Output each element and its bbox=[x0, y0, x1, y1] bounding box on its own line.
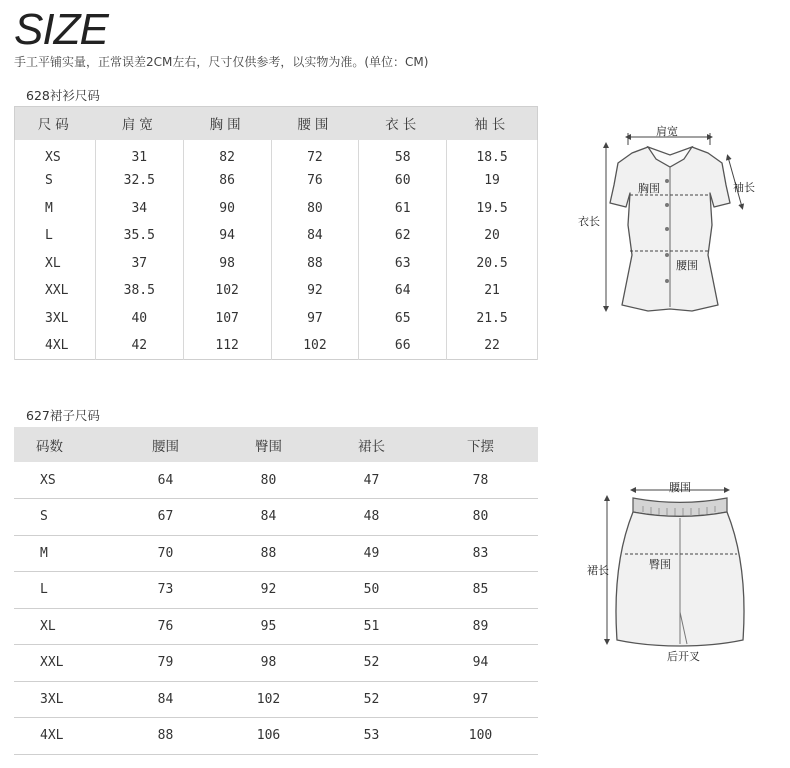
size-cell: M bbox=[14, 535, 114, 572]
measurement-cell: 95 bbox=[217, 608, 320, 645]
measurement-cell: 58 bbox=[359, 140, 447, 168]
column-header: 胸围 bbox=[183, 107, 271, 140]
size-cell: 3XL bbox=[15, 305, 96, 333]
measurement-cell: 80 bbox=[271, 195, 359, 223]
measurement-cell: 20 bbox=[447, 222, 538, 250]
size-cell: L bbox=[14, 572, 114, 609]
measurement-cell: 94 bbox=[423, 645, 538, 682]
measurement-cell: 78 bbox=[423, 462, 538, 499]
measurement-cell: 62 bbox=[359, 222, 447, 250]
size-cell: S bbox=[14, 499, 114, 536]
table-row bbox=[15, 277, 538, 305]
hip-label: 臀围 bbox=[649, 558, 671, 571]
table-row bbox=[14, 718, 538, 755]
column-header: 裙长 bbox=[320, 427, 423, 462]
table-row bbox=[15, 305, 538, 333]
table-row bbox=[15, 140, 538, 168]
skirt-illustration bbox=[585, 472, 765, 664]
measurement-cell: 76 bbox=[271, 167, 359, 195]
back-slit-label: 后开叉 bbox=[667, 650, 700, 663]
measurement-cell: 112 bbox=[183, 332, 271, 360]
size-cell: M bbox=[15, 195, 96, 223]
table-row bbox=[15, 222, 538, 250]
measurement-cell: 97 bbox=[271, 305, 359, 333]
measurement-cell: 76 bbox=[114, 608, 217, 645]
column-header: 衣长 bbox=[359, 107, 447, 140]
size-cell: L bbox=[15, 222, 96, 250]
table-row bbox=[14, 499, 538, 536]
size-cell: XL bbox=[15, 250, 96, 278]
measurement-cell: 92 bbox=[217, 572, 320, 609]
measurement-cell: 21.5 bbox=[447, 305, 538, 333]
measurement-cell: 73 bbox=[114, 572, 217, 609]
shirt-section-label: 628衬衫尺码 bbox=[26, 88, 100, 103]
table-row bbox=[14, 462, 538, 499]
table-row bbox=[14, 681, 538, 718]
skirt-waist-label: 腰围 bbox=[669, 481, 691, 494]
measurement-cell: 60 bbox=[359, 167, 447, 195]
measurement-cell: 97 bbox=[423, 681, 538, 718]
column-header: 肩宽 bbox=[95, 107, 183, 140]
measurement-cell: 94 bbox=[183, 222, 271, 250]
measurement-cell: 52 bbox=[320, 681, 423, 718]
measurement-cell: 80 bbox=[217, 462, 320, 499]
measurement-cell: 35.5 bbox=[95, 222, 183, 250]
table-header-row bbox=[15, 107, 538, 140]
measurement-cell: 106 bbox=[217, 718, 320, 755]
table-row bbox=[14, 645, 538, 682]
size-cell: XS bbox=[15, 140, 96, 168]
measurement-cell: 92 bbox=[271, 277, 359, 305]
measurement-cell: 63 bbox=[359, 250, 447, 278]
measurement-cell: 66 bbox=[359, 332, 447, 360]
shoulder-label: 肩宽 bbox=[656, 125, 678, 138]
measurement-cell: 70 bbox=[114, 535, 217, 572]
measurement-cell: 102 bbox=[183, 277, 271, 305]
column-header: 袖长 bbox=[447, 107, 538, 140]
measurement-cell: 88 bbox=[114, 718, 217, 755]
column-header: 码数 bbox=[14, 427, 114, 462]
skirt-length-label: 裙长 bbox=[587, 564, 609, 577]
table-row bbox=[14, 572, 538, 609]
measurement-cell: 67 bbox=[114, 499, 217, 536]
measurement-cell: 83 bbox=[423, 535, 538, 572]
measurement-cell: 32.5 bbox=[95, 167, 183, 195]
measurement-cell: 98 bbox=[217, 645, 320, 682]
measurement-cell: 52 bbox=[320, 645, 423, 682]
measurement-cell: 64 bbox=[114, 462, 217, 499]
measurement-cell: 100 bbox=[423, 718, 538, 755]
skirt-section-label: 627裙子尺码 bbox=[26, 408, 100, 423]
measurement-cell: 90 bbox=[183, 195, 271, 223]
size-cell: 3XL bbox=[14, 681, 114, 718]
size-cell: XS bbox=[14, 462, 114, 499]
measurement-note: 手工平铺实量，正常误差2CM左右，尺寸仅供参考，以实物为准。(单位：CM) bbox=[14, 55, 429, 69]
measurement-cell: 22 bbox=[447, 332, 538, 360]
measurement-cell: 65 bbox=[359, 305, 447, 333]
measurement-cell: 20.5 bbox=[447, 250, 538, 278]
column-header: 下摆 bbox=[423, 427, 538, 462]
table-header-row bbox=[14, 427, 538, 462]
length-label: 衣长 bbox=[578, 215, 600, 228]
measurement-cell: 102 bbox=[271, 332, 359, 360]
column-header: 腰围 bbox=[271, 107, 359, 140]
waist-label: 腰围 bbox=[676, 259, 698, 272]
measurement-cell: 19 bbox=[447, 167, 538, 195]
measurement-cell: 48 bbox=[320, 499, 423, 536]
size-cell: 4XL bbox=[15, 332, 96, 360]
measurement-cell: 98 bbox=[183, 250, 271, 278]
measurement-cell: 88 bbox=[217, 535, 320, 572]
measurement-cell: 49 bbox=[320, 535, 423, 572]
measurement-cell: 50 bbox=[320, 572, 423, 609]
measurement-cell: 82 bbox=[183, 140, 271, 168]
table-row bbox=[15, 167, 538, 195]
chest-label: 胸围 bbox=[638, 182, 660, 195]
sleeve-label: 袖长 bbox=[733, 181, 755, 194]
measurement-cell: 61 bbox=[359, 195, 447, 223]
table-row bbox=[15, 250, 538, 278]
measurement-cell: 53 bbox=[320, 718, 423, 755]
measurement-cell: 42 bbox=[95, 332, 183, 360]
measurement-cell: 72 bbox=[271, 140, 359, 168]
measurement-cell: 88 bbox=[271, 250, 359, 278]
measurement-cell: 80 bbox=[423, 499, 538, 536]
table-row bbox=[15, 332, 538, 360]
measurement-cell: 79 bbox=[114, 645, 217, 682]
size-cell: XXL bbox=[14, 645, 114, 682]
page-title: SIZE bbox=[14, 5, 108, 54]
measurement-cell: 34 bbox=[95, 195, 183, 223]
size-cell: XL bbox=[14, 608, 114, 645]
measurement-cell: 86 bbox=[183, 167, 271, 195]
measurement-cell: 107 bbox=[183, 305, 271, 333]
measurement-cell: 89 bbox=[423, 608, 538, 645]
measurement-cell: 38.5 bbox=[95, 277, 183, 305]
shirt-diagram bbox=[570, 115, 770, 325]
measurement-cell: 102 bbox=[217, 681, 320, 718]
column-header: 臀围 bbox=[217, 427, 320, 462]
skirt-size-table bbox=[14, 427, 538, 755]
table-row bbox=[14, 535, 538, 572]
measurement-cell: 85 bbox=[423, 572, 538, 609]
column-header: 腰围 bbox=[114, 427, 217, 462]
measurement-cell: 19.5 bbox=[447, 195, 538, 223]
measurement-cell: 47 bbox=[320, 462, 423, 499]
shirt-illustration bbox=[570, 115, 770, 325]
skirt-diagram bbox=[585, 472, 765, 664]
measurement-cell: 37 bbox=[95, 250, 183, 278]
measurement-cell: 51 bbox=[320, 608, 423, 645]
shirt-size-table bbox=[14, 106, 538, 360]
size-cell: S bbox=[15, 167, 96, 195]
size-cell: XXL bbox=[15, 277, 96, 305]
measurement-cell: 84 bbox=[114, 681, 217, 718]
measurement-cell: 64 bbox=[359, 277, 447, 305]
size-cell: 4XL bbox=[14, 718, 114, 755]
table-row bbox=[15, 195, 538, 223]
measurement-cell: 40 bbox=[95, 305, 183, 333]
measurement-cell: 84 bbox=[271, 222, 359, 250]
measurement-cell: 84 bbox=[217, 499, 320, 536]
measurement-cell: 31 bbox=[95, 140, 183, 168]
table-row bbox=[14, 608, 538, 645]
measurement-cell: 18.5 bbox=[447, 140, 538, 168]
measurement-cell: 21 bbox=[447, 277, 538, 305]
column-header: 尺码 bbox=[15, 107, 96, 140]
